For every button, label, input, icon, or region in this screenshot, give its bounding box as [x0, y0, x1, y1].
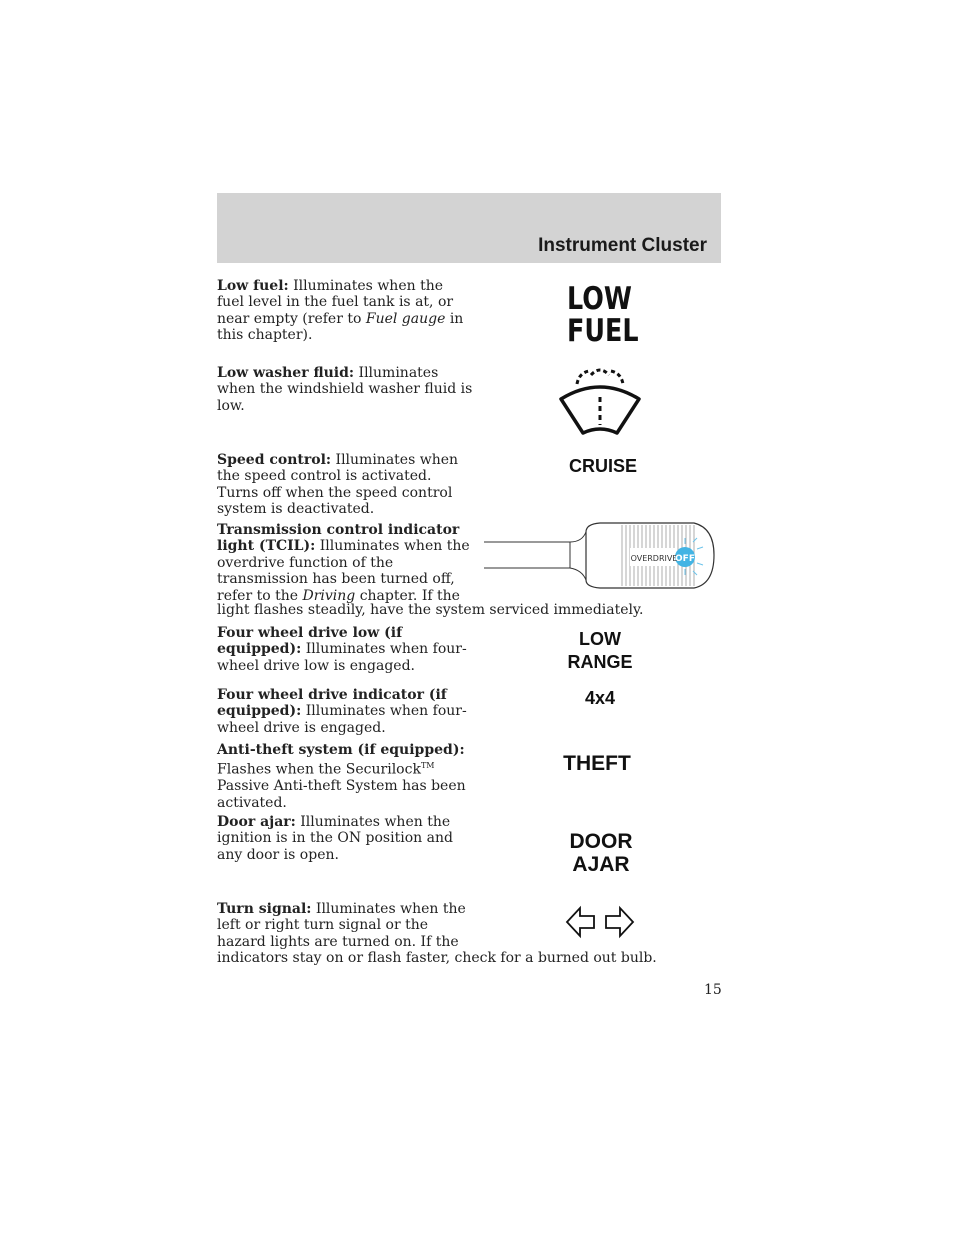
four-wheel-drive-term: Four wheel drive indicator (if equipped): — [217, 687, 447, 720]
windshield-washer-icon — [553, 363, 647, 441]
four-wheel-drive-low-term: Four wheel drive low (if equipped): — [217, 625, 403, 658]
turn-signal-description-continued: indicators stay on or flash faster, check for a burned out bulb. — [217, 950, 657, 966]
overdrive-off-label: OFF — [675, 554, 695, 564]
page-number: 15 — [704, 982, 722, 998]
door-ajar-description: Door ajar: Illuminates when the ignition is in the ON position and any door is open. — [217, 814, 453, 863]
cruise-indicator: CRUISE — [568, 456, 637, 476]
low-fuel-description: Low fuel: Illuminates when the fuel level in the fuel tank is at, or near empty (refer to Fuel gauge in this chapter). — [217, 278, 464, 344]
door-ajar-term: Door ajar: — [217, 814, 296, 830]
anti-theft-description: Anti-theft system (if equipped): Flashes when the Securilock™ Passive Anti-theft System has been activated. — [217, 742, 466, 811]
section-title: Instrument Cluster — [538, 235, 707, 256]
overdrive-label: OVERDRIVE — [630, 554, 678, 563]
turn-signal-arrows-icon — [565, 905, 635, 939]
tcil-description: Transmission control indicator light (TCIL): Illuminates when the overdrive function of the transmission has been turned off, refer to the Driving chapter. If the — [217, 522, 470, 604]
four-wheel-drive-description: Four wheel drive indicator (if equipped): Illuminates when four-wheel drive is engaged. — [217, 687, 467, 736]
door-ajar-indicator: DOOR AJAR — [569, 830, 633, 876]
gear-shift-lever-icon — [484, 518, 722, 594]
anti-theft-term: Anti-theft system (if equipped): — [217, 742, 465, 758]
trademark-mark: TM — [420, 761, 435, 771]
four-by-four-indicator: 4x4 — [584, 688, 616, 708]
tcil-term: Transmission control indicator light (TCIL): — [217, 522, 460, 555]
left-arrow-icon — [567, 908, 594, 936]
theft-indicator: THEFT — [563, 752, 631, 775]
low-washer-description: Low washer fluid: Illuminates when the windshield washer fluid is low. — [217, 365, 473, 414]
low-range-indicator: LOW RANGE — [567, 629, 633, 672]
turn-signal-term: Turn signal: — [217, 901, 312, 917]
low-fuel-term: Low fuel: — [217, 278, 289, 294]
low-washer-term: Low washer fluid: — [217, 365, 355, 381]
right-arrow-icon — [606, 908, 633, 936]
low-fuel-indicator: LOW FUEL — [567, 281, 639, 349]
turn-signal-description: Turn signal: Illuminates when the left or right turn signal or the hazard lights are turned on. If the — [217, 901, 466, 950]
speed-control-term: Speed control: — [217, 452, 332, 468]
four-wheel-drive-low-description: Four wheel drive low (if equipped): Illuminates when four-wheel drive low is engaged. — [217, 625, 467, 674]
speed-control-description: Speed control: Illuminates when the speed control is activated. Turns off when the speed control system is deactivated. — [217, 452, 459, 518]
tcil-description-continued: light flashes steadily, have the system serviced immediately. — [217, 602, 644, 618]
section-header — [217, 193, 721, 263]
